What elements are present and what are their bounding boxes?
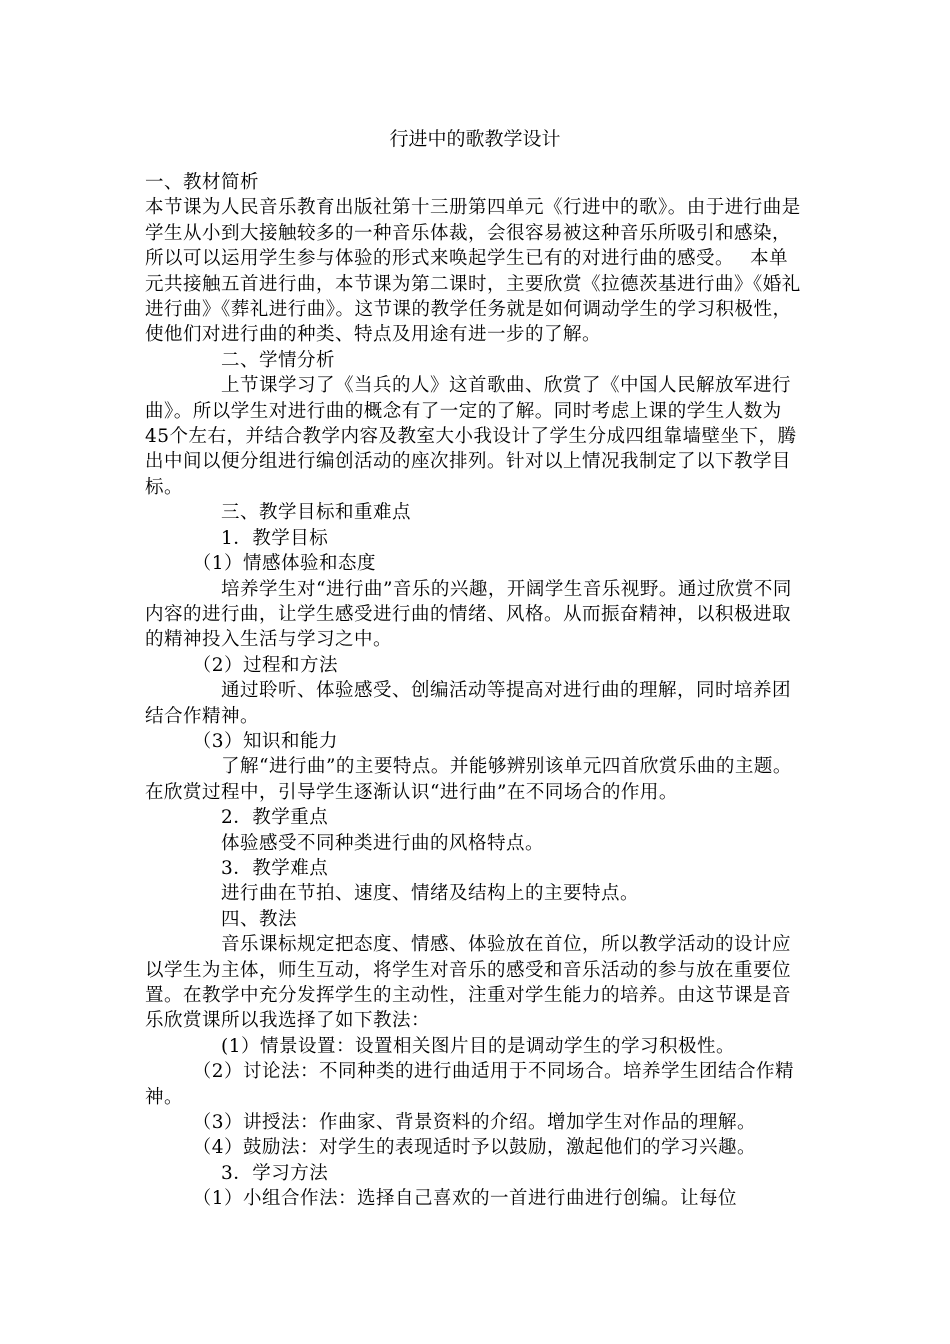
paragraph: 3．学习方法	[145, 1162, 329, 1184]
paragraph: 通过聆听、体验感受、创编活动等提高对进行曲的理解，同时培养团结合作精神。	[145, 680, 792, 727]
paragraph: （3）知识和能力	[145, 730, 339, 752]
paragraph: （4）鼓励法：对学生的表现适时予以鼓励，激起他们的学习兴趣。	[145, 1137, 757, 1159]
paragraph: 一、教材简析	[145, 172, 260, 193]
paragraph: 四、教法	[145, 908, 298, 930]
document-body	[145, 170, 805, 1212]
paragraph: 培养学生对“进行曲”音乐的兴趣，开阔学生音乐视野。通过欣赏不同内容的进行曲，让学生感受进行曲的情绪、风格。从而振奋精神，以积极进取的精神投入生活与学习之中。	[145, 578, 792, 651]
paragraph: 1．教学目标	[145, 527, 329, 549]
paragraph: （1）小组合作法：选择自己喜欢的一首进行曲进行创编。让每位	[145, 1188, 738, 1210]
paragraph: 二、学情分析	[145, 349, 336, 371]
paragraph: 音乐课标规定把态度、情感、体验放在首位，所以教学活动的设计应以学生为主体，师生互动，将学生对音乐的感受和音乐活动的参与放在重要位置。在教学中充分发挥学生的主动性，注重对学生能力的培养。由这节课是音乐欣赏课所以我选择了如下教法：	[145, 934, 792, 1032]
paragraph: （2）讨论法：不同种类的进行曲适用于不同场合。培养学生团结合作精神。	[145, 1061, 795, 1108]
paragraph: 本节课为人民音乐教育出版社第十三册第四单元《行进中的歌》。由于进行曲是学生从小到大接触较多的一种音乐体裁，会很容易被这种音乐所吸引和感染，所以可以运用学生参与体验的形式来唤起学生已有的对进行曲的感受。 本单元共接触五首进行曲，本节课为第二课时，主要欣赏《拉德茨基进行曲》《婚礼进行曲》《葬礼进行曲》。这节课的教学任务就是如何调动学生的学习积极性，使他们对进行曲的种类、特点及用途有进一步的了解。	[145, 197, 801, 346]
paragraph: 体验感受不同种类进行曲的风格特点。	[145, 832, 545, 854]
paragraph: 2．教学重点	[145, 807, 329, 829]
paragraph: （3）讲授法：作曲家、背景资料的介绍。增加学生对作品的理解。	[145, 1112, 757, 1134]
paragraph: (1）情景设置：设置相关图片目的是调动学生的学习积极性。	[145, 1035, 735, 1057]
document-title: 行进中的歌教学设计	[389, 128, 561, 150]
paragraph: 3．教学难点	[145, 857, 329, 879]
paragraph: 了解“进行曲”的主要特点。并能够辨别该单元四首欣赏乐曲的主题。在欣赏过程中，引导学生逐渐认识“进行曲”在不同场合的作用。	[145, 756, 792, 803]
paragraph: 上节课学习了《当兵的人》这首歌曲、欣赏了《中国人民解放军进行曲》。所以学生对进行曲的概念有了一定的了解。同时考虑上课的学生人数为45个左右，并结合教学内容及教室大小我设计了学生分成四组靠墙壁坐下，腾出中间以便分组进行编创活动的座次排列。针对以上情况我制定了以下教学目标。	[145, 375, 797, 498]
paragraph: （1）情感体验和态度	[145, 553, 377, 575]
paragraph: 进行曲在节拍、速度、情绪及结构上的主要特点。	[145, 883, 640, 905]
paragraph: 三、教学目标和重难点	[145, 502, 412, 524]
paragraph: （2）过程和方法	[145, 654, 339, 676]
